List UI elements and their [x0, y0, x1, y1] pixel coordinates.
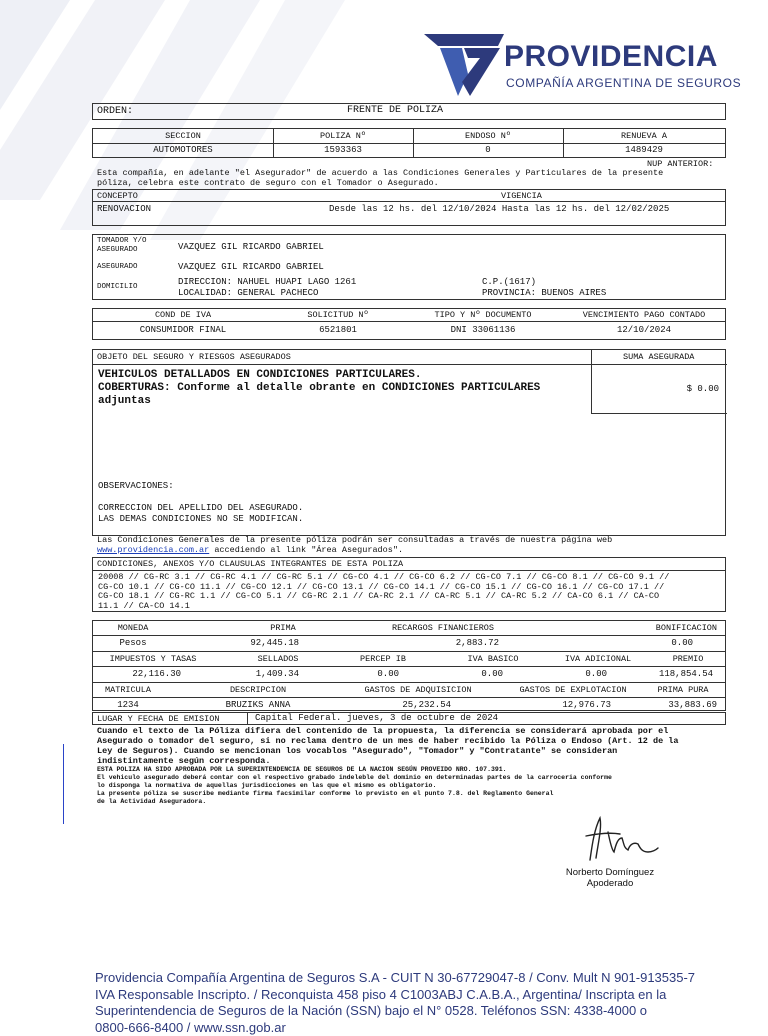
objeto-line-3: adjuntas: [98, 395, 540, 408]
suma-header-label: SUMA ASEGURADA: [623, 352, 694, 362]
vigencia-value: Desde las 12 hs. del 12/10/2024 Hasta las 12 hs. del 12/02/2025: [329, 204, 669, 214]
fin-value-gastos-exp: 12,976.73: [513, 700, 611, 710]
fin-value-descripcion: BRUZIKS ANNA: [203, 700, 313, 710]
clausulas-list: [98, 573, 669, 611]
localidad-value: LOCALIDAD: GENERAL PACHECO: [178, 288, 318, 298]
providencia-website-link[interactable]: www.providencia.com.ar: [97, 545, 209, 555]
fin-header-premio: PREMIO: [653, 654, 723, 664]
iva-table: [92, 308, 726, 340]
legal-p3-line-2: lo disponga la normativa de aquellas jurisdicciones en las que el mismo es obligatorio.: [97, 782, 612, 790]
orden-box: [92, 103, 726, 120]
fin-value-iva-basico: 0.00: [423, 669, 503, 679]
emision-box: [92, 712, 726, 725]
vigencia-label: VIGENCIA: [501, 191, 542, 201]
clausulas-header-label: CONDICIONES, ANEXOS Y/O CLAUSULAS INTEGRANTES DE ESTA POLIZA: [97, 559, 403, 569]
condiciones-web-text: [97, 535, 612, 555]
policy-header-poliza: POLIZA Nº: [273, 131, 413, 141]
legal-p4-line-2: de la Actividad Aseguradora.: [97, 798, 612, 806]
asegurado-value: VAZQUEZ GIL RICARDO GABRIEL: [178, 262, 324, 272]
policy-value-seccion: AUTOMOTORES: [93, 145, 273, 155]
clausulas-line-3: CG-CO 18.1 // CG-RC 1.1 // CG-CO 5.1 // CG-RC 2.1 // CA-RC 2.1 // CA-RC 5.1 // CA-RC 5.2 // CA-CO 6.1 // CA-CO: [98, 592, 669, 602]
policy-table: [92, 128, 726, 158]
fin-header-bonificacion: BONIFICACION: [593, 623, 717, 633]
legal-p4-line-1: La presente póliza se suscribe mediante firma facsimilar conforme lo previsto en el punto 7.8. del Reglamento General: [97, 790, 612, 798]
iva-header-cond: COND DE IVA: [93, 310, 273, 320]
clausulas-line-2: CG-CO 10.1 // CG-CO 11.1 // CG-CO 12.1 // CG-CO 13.1 // CG-CO 14.1 // CG-CO 15.1 // CG-CO 16.1 // CG-CO 17.1 //: [98, 583, 669, 593]
fin-header-iva-adicional: IVA ADICIONAL: [548, 654, 648, 664]
legal-paragraph-2: [97, 766, 612, 806]
policy-value-renueva: 1489429: [563, 145, 725, 155]
fin-value-bonificacion: 0.00: [593, 638, 693, 648]
iva-header-documento: TIPO Y Nº DOCUMENTO: [403, 310, 563, 320]
intro-line-2: póliza, celebra este contrato de seguro con el Tomador o Asegurado.: [97, 178, 663, 188]
legal-p1-line-2: Asegurado o tomador del seguro, si no reclama dentro de un mes de haber recibido la Póliza o Endoso (Art. 12 de la: [97, 736, 679, 746]
concepto-box: [92, 189, 726, 226]
tomador-label-line2: ASEGURADO: [97, 246, 147, 255]
suma-value: $ 0.00: [593, 384, 719, 394]
fin-header-percep: PERCEP IB: [343, 654, 423, 664]
iva-value-cond: CONSUMIDOR FINAL: [93, 325, 273, 335]
tomador-label-line1: TOMADOR Y/O: [97, 237, 147, 246]
condiciones-web-line-1: Las Condiciones Generales de la presente póliza podrán ser consultadas a través de nuestra página web: [97, 535, 612, 545]
iva-value-documento: DNI 33061136: [403, 325, 563, 335]
fin-header-matricula: MATRICULA: [93, 685, 163, 695]
objeto-box: [92, 349, 726, 536]
fin-value-impuestos: 22,116.30: [93, 669, 181, 679]
clausulas-line-4: 11.1 // CA-CO 14.1: [98, 602, 669, 612]
doc-title: FRENTE DE POLIZA: [347, 105, 443, 116]
objeto-line-2: COBERTURAS: Conforme al detalle obrante en CONDICIONES PARTICULARES: [98, 382, 540, 395]
policy-header-seccion: SECCION: [93, 131, 273, 141]
tomador-value: VAZQUEZ GIL RICARDO GABRIEL: [178, 242, 324, 252]
fin-value-gastos-adq: 25,232.54: [353, 700, 451, 710]
fin-header-prima-pura: PRIMA PURA: [648, 685, 718, 695]
concepto-value: RENOVACION: [97, 204, 151, 214]
fin-header-moneda: MONEDA: [93, 623, 173, 633]
legal-paragraph-1: [97, 726, 679, 766]
margin-mark: [63, 744, 64, 824]
domicilio-label: DOMICILIO: [97, 283, 138, 291]
legal-p1-line-3: Ley de Seguros). Cuando se mencionan los vocablos "Asegurado", "Tomador" y "Contratante" se consideran: [97, 746, 679, 756]
emision-value: Capital Federal. jueves, 3 de octubre de 2024: [255, 713, 498, 723]
objeto-description: [98, 369, 540, 408]
observaciones-line-2: LAS DEMAS CONDICIONES NO SE MODIFICAN.: [98, 514, 303, 525]
fin-header-impuestos: IMPUESTOS Y TASAS: [93, 654, 213, 664]
legal-p2-line: ESTA POLIZA HA SIDO APROBADA POR LA SUPERINTENDENCIA DE SEGUROS DE LA NACION SEGÚN PROVEIDO NRO. 107.391.: [97, 766, 612, 774]
parties-box: [92, 234, 726, 300]
fin-value-iva-adicional: 0.00: [533, 669, 607, 679]
provincia-value: PROVINCIA: BUENOS AIRES: [482, 288, 606, 298]
iva-header-solicitud: SOLICITUD Nº: [273, 310, 403, 320]
asegurado-label: ASEGURADO: [97, 263, 138, 271]
footer-line-1: Providencia Compañía Argentina de Seguros S.A - CUIT N 30-67729047-8 / Conv. Mult N 901-913535-7: [95, 970, 695, 987]
objeto-line-1: VEHICULOS DETALLADOS EN CONDICIONES PARTICULARES.: [98, 369, 540, 382]
clausulas-box: [92, 557, 726, 612]
nup-label: NUP ANTERIOR:: [647, 159, 713, 169]
fin-header-recargos: RECARGOS FINANCIEROS: [363, 623, 523, 633]
fin-header-gastos-exp: GASTOS DE EXPLOTACION: [503, 685, 643, 695]
observaciones-text: [98, 503, 303, 525]
orden-label: ORDEN:: [97, 106, 133, 117]
signature-name: Norberto Domínguez: [560, 867, 660, 878]
signature-role: Apoderado: [560, 878, 660, 889]
observaciones-label: OBSERVACIONES:: [98, 481, 174, 491]
signature-block: [560, 867, 660, 889]
clausulas-line-1: 20008 // CG-RC 3.1 // CG-RC 4.1 // CG-RC 5.1 // CG-CO 4.1 // CG-CO 6.2 // CG-CO 7.1 // CG-CO 8.1 // CG-CO 9.1 //: [98, 573, 669, 583]
footer-company-info: [95, 970, 695, 1036]
providencia-logo-icon: [424, 34, 504, 98]
direccion-value: DIRECCION: NAHUEL HUAPI LAGO 1261: [178, 277, 356, 287]
fin-value-recargos: 2,883.72: [393, 638, 499, 648]
emision-label: LUGAR Y FECHA DE EMISION: [97, 714, 219, 724]
intro-text: [97, 168, 663, 188]
iva-value-solicitud: 6521801: [273, 325, 403, 335]
legal-p1-line-4: indistintamente según corresponda.: [97, 756, 679, 766]
signature-icon: [578, 808, 660, 868]
iva-value-vencimiento: 12/10/2024: [563, 325, 725, 335]
condiciones-web-line-2: accediendo al link "Área Asegurados".: [209, 545, 403, 555]
footer-line-4: 0800-666-8400 / www.ssn.gob.ar: [95, 1020, 695, 1036]
footer-line-3: Superintendencia de Seguros de la Nación (SSN) bajo el N° 0528. Teléfonos SSN: 4338-4000 o: [95, 1003, 695, 1020]
legal-p3-line-1: El vehiculo asegurado deberá contar con el respectivo grabado indeleble del dominio en determinadas partes de la carroceria conforme: [97, 774, 612, 782]
concepto-label: CONCEPTO: [97, 191, 138, 201]
policy-value-poliza: 1593363: [273, 145, 413, 155]
fin-value-moneda: Pesos: [93, 638, 173, 648]
policy-value-endoso: 0: [413, 145, 563, 155]
financial-table: [92, 620, 726, 711]
fin-value-prima-pura: 33,883.69: [623, 700, 717, 710]
objeto-header-label: OBJETO DEL SEGURO Y RIESGOS ASEGURADOS: [97, 352, 291, 362]
fin-header-descripcion: DESCRIPCION: [203, 685, 313, 695]
fin-value-sellados: 1,409.34: [213, 669, 299, 679]
intro-line-1: Esta compañía, en adelante "el Asegurador" de acuerdo a las Condiciones Generales y Particulares de la presente: [97, 168, 663, 178]
fin-header-sellados: SELLADOS: [233, 654, 323, 664]
legal-p1-line-1: Cuando el texto de la Póliza difiera del contenido de la propuesta, la diferencia se considerará aprobada por el: [97, 726, 679, 736]
policy-header-endoso: ENDOSO Nº: [413, 131, 563, 141]
fin-value-percep: 0.00: [323, 669, 399, 679]
fin-value-prima: 92,445.18: [193, 638, 299, 648]
fin-header-prima: PRIMA: [233, 623, 333, 633]
fin-value-matricula: 1234: [93, 700, 163, 710]
tomador-label: [97, 237, 147, 255]
brand-tagline: COMPAÑÍA ARGENTINA DE SEGUROS: [506, 76, 741, 90]
fin-header-gastos-adq: GASTOS DE ADQUISICION: [353, 685, 483, 695]
fin-header-iva-basico: IVA BASICO: [443, 654, 543, 664]
fin-value-premio: 118,854.54: [613, 669, 713, 679]
footer-line-2: IVA Responsable Inscripto. / Reconquista 458 piso 4 C1003ABJ C.A.B.A., Argentina/ Inscripta en la: [95, 987, 695, 1004]
observaciones-line-1: CORRECCION DEL APELLIDO DEL ASEGURADO.: [98, 503, 303, 514]
cp-value: C.P.(1617): [482, 277, 536, 287]
brand-name: PROVIDENCIA: [504, 40, 718, 74]
policy-header-renueva: RENUEVA A: [563, 131, 725, 141]
iva-header-vencimiento: VENCIMIENTO PAGO CONTADO: [563, 310, 725, 320]
